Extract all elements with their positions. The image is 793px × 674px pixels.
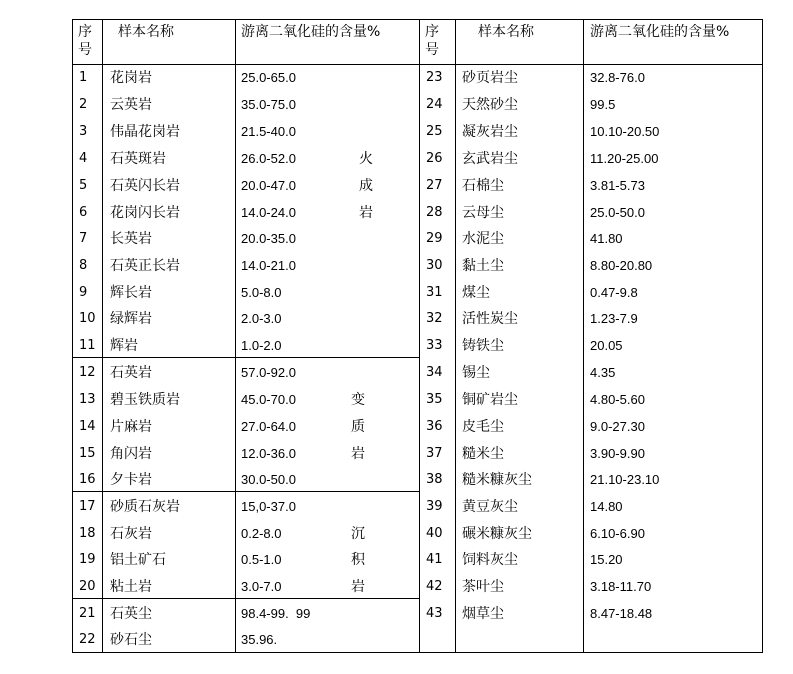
silica-content: 27.0-64.0: [241, 419, 296, 434]
sample-name: 饲料灰尘: [462, 552, 518, 568]
sample-name: 花岗岩: [110, 70, 152, 86]
row-number: 4: [79, 151, 88, 166]
category-char: 火: [359, 151, 373, 167]
sample-name: 砂石尘: [110, 632, 152, 648]
table-left-border: [72, 19, 73, 653]
category-char: 岩: [351, 446, 365, 462]
left-index-divider: [102, 19, 103, 653]
sample-name: 黄豆灰尘: [462, 499, 518, 515]
silica-content: 35.0-75.0: [241, 97, 296, 112]
row-number: 22: [79, 632, 96, 647]
row-number: 35: [426, 392, 443, 407]
row-number: 17: [79, 499, 96, 514]
sample-name: 石英正长岩: [110, 258, 180, 274]
row-number: 38: [426, 472, 443, 487]
row-number: 27: [426, 178, 443, 193]
row-number: 34: [426, 365, 443, 380]
row-number: 30: [426, 258, 443, 273]
category-char: 积: [351, 552, 365, 568]
sample-name: 糙米糠灰尘: [462, 472, 532, 488]
sample-name: 锡尘: [462, 365, 490, 381]
right-index-divider: [455, 19, 456, 653]
silica-content: 5.0-8.0: [241, 285, 282, 300]
sample-name: 砂页岩尘: [462, 70, 518, 86]
row-number: 32: [426, 311, 443, 326]
sample-name: 粘土岩: [110, 579, 152, 595]
silica-content: 41.80: [590, 231, 623, 246]
category-char: 质: [351, 419, 365, 435]
row-number: 25: [426, 124, 443, 139]
silica-content: 15.20: [590, 552, 623, 567]
sample-name: 夕卡岩: [110, 472, 152, 488]
row-number: 12: [79, 365, 96, 380]
sample-name: 片麻岩: [110, 419, 152, 435]
silica-content: 30.0-50.0: [241, 472, 296, 487]
silica-content: 14.80: [590, 499, 623, 514]
sample-name: 石棉尘: [462, 178, 504, 194]
row-number: 20: [79, 579, 96, 594]
row-number: 43: [426, 606, 443, 621]
silica-content: 57.0-92.0: [241, 365, 296, 380]
silica-content: 0.5-1.0: [241, 552, 282, 567]
row-number: 15: [79, 446, 96, 461]
silica-content: 2.0-3.0: [241, 311, 282, 326]
silica-content: 35.96.: [241, 632, 278, 647]
silica-content: 8.80-20.80: [590, 258, 653, 273]
row-number: 13: [79, 392, 96, 407]
table-top-border: [72, 19, 763, 20]
silica-content: 99.5: [590, 97, 616, 112]
sample-name: 铸铁尘: [462, 338, 504, 354]
row-number: 9: [79, 285, 88, 300]
row-number: 5: [79, 178, 88, 193]
sample-name: 糙米尘: [462, 446, 504, 462]
row-number: 8: [79, 258, 88, 273]
category-char: 岩: [351, 579, 365, 595]
silica-content: 14.0-24.0: [241, 205, 296, 220]
left-header-index-top: 序: [78, 24, 92, 40]
row-number: 7: [79, 231, 88, 246]
sample-name: 天然砂尘: [462, 97, 518, 113]
sample-name: 绿辉岩: [110, 311, 152, 327]
silica-content: 1.0-2.0: [241, 338, 282, 353]
row-number: 41: [426, 552, 443, 567]
silica-content: 26.0-52.0: [241, 151, 296, 166]
sample-name: 花岗闪长岩: [110, 205, 180, 221]
sample-name: 辉岩: [110, 338, 138, 354]
silica-content: 6.10-6.90: [590, 526, 645, 541]
left-header-name: 样本名称: [118, 24, 174, 40]
row-number: 21: [79, 606, 96, 621]
silica-content: 3.90-9.90: [590, 446, 645, 461]
sample-name: 碾米糠灰尘: [462, 526, 532, 542]
sample-name: 伟晶花岗岩: [110, 124, 180, 140]
igneous-group-rule: [72, 357, 419, 358]
row-number: 3: [79, 124, 88, 139]
row-number: 24: [426, 97, 443, 112]
sample-name: 石灰岩: [110, 526, 152, 542]
right-header-name: 样本名称: [478, 24, 534, 40]
silica-content: 1.23-7.9: [590, 311, 638, 326]
sample-name: 石英斑岩: [110, 151, 166, 167]
row-number: 28: [426, 205, 443, 220]
silica-content: 25.0-50.0: [590, 205, 645, 220]
sedimentary-group-rule: [72, 598, 419, 599]
sample-name: 茶叶尘: [462, 579, 504, 595]
silica-content: 45.0-70.0: [241, 392, 296, 407]
silica-content: 10.10-20.50: [590, 124, 660, 139]
row-number: 33: [426, 338, 443, 353]
table-right-border: [762, 19, 763, 653]
silica-content: 20.0-35.0: [241, 231, 296, 246]
row-number: 19: [79, 552, 96, 567]
metamorphic-group-rule: [72, 491, 419, 492]
sample-name: 辉长岩: [110, 285, 152, 301]
row-number: 40: [426, 526, 443, 541]
row-number: 2: [79, 97, 88, 112]
silica-content: 20.0-47.0: [241, 178, 296, 193]
silica-content: 8.47-18.48: [590, 606, 653, 621]
row-number: 26: [426, 151, 443, 166]
sample-name: 砂质石灰岩: [110, 499, 180, 515]
category-char: 变: [351, 392, 365, 408]
sample-name: 碧玉铁质岩: [110, 392, 180, 408]
silica-content: 98.4-99. 99: [241, 606, 311, 621]
sample-name: 石英岩: [110, 365, 152, 381]
sample-name: 石英尘: [110, 606, 152, 622]
silica-content: 4.80-5.60: [590, 392, 645, 407]
sample-name: 黏土尘: [462, 258, 504, 274]
right-header-content: 游离二氧化硅的含量%: [590, 24, 730, 40]
sample-name: 角闪岩: [110, 446, 152, 462]
sample-name: 活性炭尘: [462, 311, 518, 327]
silica-content: 25.0-65.0: [241, 70, 296, 85]
row-number: 42: [426, 579, 443, 594]
silica-content: 3.0-7.0: [241, 579, 282, 594]
row-number: 36: [426, 419, 443, 434]
silica-content: 15,0-37.0: [241, 499, 296, 514]
row-number: 31: [426, 285, 443, 300]
sample-name: 烟草尘: [462, 606, 504, 622]
silica-content: 3.18-11.70: [590, 579, 652, 594]
header-bottom-rule: [72, 64, 763, 65]
category-char: 成: [359, 178, 373, 194]
silica-content: 11.20-25.00: [590, 151, 659, 166]
left-name-divider: [235, 19, 236, 653]
row-number: 14: [79, 419, 96, 434]
sample-name: 云母尘: [462, 205, 504, 221]
sample-name: 凝灰岩尘: [462, 124, 518, 140]
silica-content: 14.0-21.0: [241, 258, 296, 273]
row-number: 37: [426, 446, 443, 461]
left-header-content: 游离二氧化硅的含量%: [241, 24, 381, 40]
category-char: 岩: [359, 205, 373, 221]
right-header-index-top: 序: [425, 24, 439, 40]
silica-content: 0.47-9.8: [590, 285, 638, 300]
row-number: 10: [79, 311, 96, 326]
silica-content: 21.5-40.0: [241, 124, 296, 139]
row-number: 1: [79, 70, 88, 85]
sample-name: 铝土矿石: [110, 552, 166, 568]
sample-name: 煤尘: [462, 285, 490, 301]
sample-name: 石英闪长岩: [110, 178, 180, 194]
silica-content: 21.10-23.10: [590, 472, 660, 487]
row-number: 29: [426, 231, 443, 246]
sample-name: 玄武岩尘: [462, 151, 518, 167]
sample-name: 铜矿岩尘: [462, 392, 518, 408]
row-number: 23: [426, 70, 443, 85]
row-number: 6: [79, 205, 88, 220]
sample-name: 云英岩: [110, 97, 152, 113]
center-divider: [419, 19, 420, 653]
silica-content: 3.81-5.73: [590, 178, 645, 193]
right-header-index-bottom: 号: [425, 42, 439, 58]
left-header-index-bottom: 号: [78, 42, 92, 58]
row-number: 39: [426, 499, 443, 514]
silica-content: 20.05: [590, 338, 623, 353]
row-number: 11: [79, 338, 96, 353]
category-char: 沉: [351, 526, 365, 542]
sample-name: 水泥尘: [462, 231, 504, 247]
right-name-divider: [583, 19, 584, 653]
sample-name: 皮毛尘: [462, 419, 504, 435]
sample-name: 长英岩: [110, 231, 152, 247]
silica-content: 9.0-27.30: [590, 419, 645, 434]
table-bottom-border: [72, 652, 763, 653]
row-number: 16: [79, 472, 96, 487]
silica-content: 32.8-76.0: [590, 70, 645, 85]
silica-content: 0.2-8.0: [241, 526, 282, 541]
row-number: 18: [79, 526, 96, 541]
silica-content: 4.35: [590, 365, 616, 380]
silica-content: 12.0-36.0: [241, 446, 296, 461]
